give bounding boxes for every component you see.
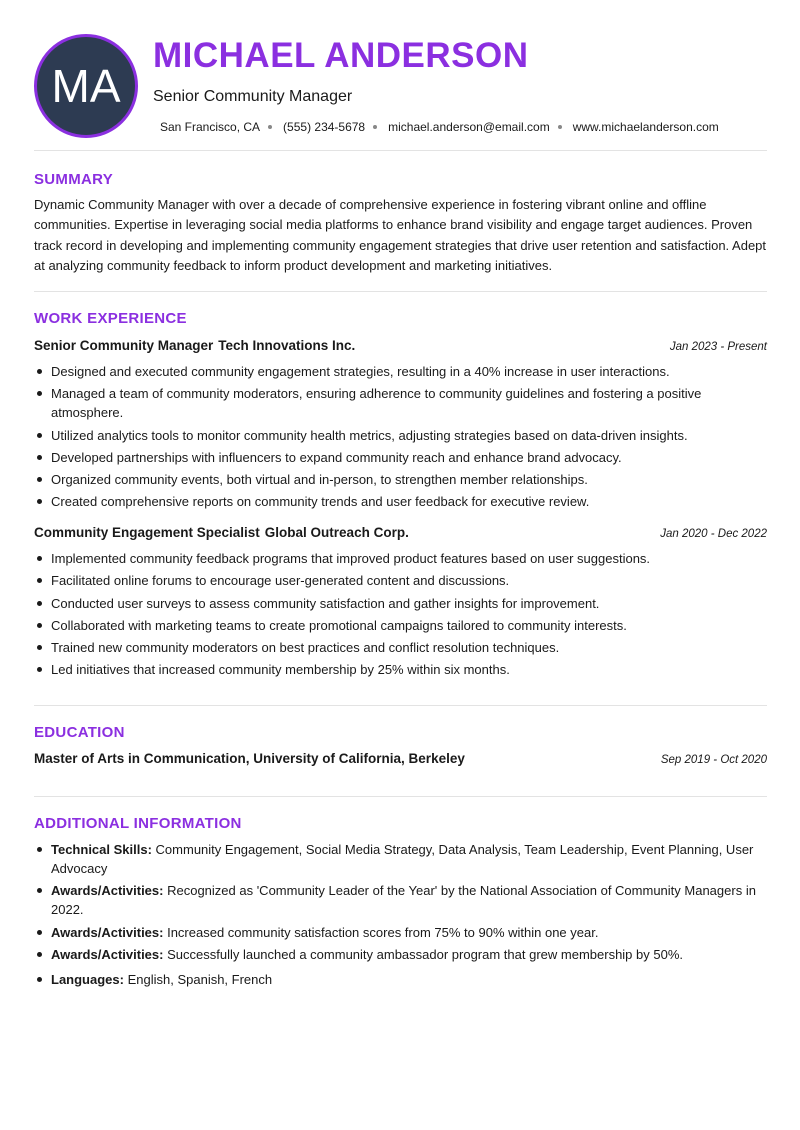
- candidate-name: MICHAEL ANDERSON: [153, 36, 529, 75]
- contact-phone: (555) 234-5678: [283, 120, 366, 134]
- item-text: Community Engagement, Social Media Strategy, Data Analysis, Team Leadership, Event Planning, User Advocacy: [51, 842, 754, 876]
- contact-location: San Francisco, CA: [160, 120, 261, 134]
- bullet-dot: [37, 623, 42, 628]
- item-text: Recognized as 'Community Leader of the Year' by the National Association of Community Managers in 2022.: [51, 883, 756, 918]
- list-item: Collaborated with marketing teams to create promotional campaigns tailored to community interests.: [34, 616, 767, 635]
- education-heading: EDUCATION: [34, 724, 125, 741]
- list-item: Designed and executed community engagement strategies, resulting in a 40% increase in user interactions.: [34, 362, 767, 381]
- job-dates: Jan 2023 - Present: [669, 341, 767, 353]
- job-header: [34, 338, 767, 356]
- job-role: Community Engagement Specialist: [34, 525, 260, 540]
- separator-dot: [268, 125, 272, 129]
- divider: [34, 291, 767, 292]
- list-item: [34, 923, 767, 942]
- bullet-dot: [37, 601, 42, 606]
- avatar: [34, 34, 138, 138]
- list-item: Led initiatives that increased community membership by 25% within six months.: [34, 660, 767, 679]
- divider: [34, 705, 767, 706]
- list-item: [34, 881, 767, 919]
- job-header: [34, 525, 767, 543]
- additional-heading: ADDITIONAL INFORMATION: [34, 815, 242, 832]
- bullet-dot: [37, 433, 42, 438]
- experience-heading: WORK EXPERIENCE: [34, 310, 187, 327]
- summary-text: Dynamic Community Manager with over a decade of comprehensive experience in fostering vibrant online and offline communities. Expertise in leveraging social media platforms to enhance brand visibility and engage target audiences. Proven track record in developing and implementing community engagement strategies that drive user retention and satisfaction. Adept at analyzing community feedback to inform product development and marketing initiatives.: [34, 197, 767, 273]
- item-label: Awards/Activities:: [51, 924, 164, 940]
- additional-list: [34, 840, 767, 992]
- list-item: Conducted user surveys to assess community satisfaction and gather insights for improvement.: [34, 594, 767, 613]
- summary-heading: SUMMARY: [34, 171, 114, 188]
- bullet-dot: [37, 578, 42, 583]
- item-label: Awards/Activities:: [51, 883, 164, 899]
- divider: [34, 150, 767, 151]
- bullet-dot: [37, 977, 42, 982]
- bullet-dot: [37, 556, 42, 561]
- list-item: [34, 945, 767, 964]
- list-item: [34, 840, 767, 878]
- bullet-dot: [37, 499, 42, 504]
- bullet-dot: [37, 455, 42, 460]
- bullet-dot: [37, 645, 42, 650]
- avatar-initials: MA: [51, 60, 121, 112]
- list-item: Implemented community feedback programs that improved product features based on user suggestions.: [34, 549, 767, 568]
- bullet-dot: [37, 477, 42, 482]
- job-bullets: [34, 362, 767, 515]
- separator-dot: [558, 125, 562, 129]
- list-item: Facilitated online forums to encourage user-generated content and discussions.: [34, 571, 767, 590]
- bullet-dot: [37, 930, 42, 935]
- education-entry: [34, 751, 767, 766]
- bullet-dot: [37, 888, 42, 893]
- item-text: English, Spanish, French: [127, 971, 273, 987]
- list-item: Managed a team of community moderators, ensuring adherence to community guidelines and fostering a positive atmosphere.: [34, 384, 767, 422]
- education-dates: Sep 2019 - Oct 2020: [660, 754, 767, 766]
- item-label: Technical Skills:: [51, 842, 152, 857]
- education-degree: Master of Arts in Communication, University of California, Berkeley: [34, 751, 465, 766]
- job-company: Tech Innovations Inc.: [218, 338, 356, 353]
- list-item: Organized community events, both virtual and in-person, to strengthen member relationships.: [34, 470, 767, 489]
- contact-bar: [160, 120, 719, 134]
- list-item: Trained new community moderators on best practices and conflict resolution techniques.: [34, 638, 767, 657]
- list-item: Created comprehensive reports on community trends and user feedback for executive review.: [34, 492, 767, 511]
- list-item: Developed partnerships with influencers to expand community reach and enhance brand advocacy.: [34, 448, 767, 467]
- bullet-dot: [37, 369, 42, 374]
- bullet-dot: [37, 847, 42, 852]
- bullet-dot: [37, 391, 42, 396]
- list-item: Utilized analytics tools to monitor community health metrics, adjusting strategies based on data-driven insights.: [34, 426, 767, 445]
- separator-dot: [373, 125, 377, 129]
- bullet-dot: [37, 952, 42, 957]
- list-item: [34, 970, 767, 989]
- contact-website[interactable]: www.michaelanderson.com: [572, 120, 719, 134]
- item-label: Languages:: [51, 971, 124, 987]
- item-text: Increased community satisfaction scores from 75% to 90% within one year.: [167, 924, 599, 940]
- job-company: Global Outreach Corp.: [264, 525, 409, 540]
- candidate-title: Senior Community Manager: [153, 88, 353, 105]
- contact-email[interactable]: michael.anderson@email.com: [388, 120, 550, 134]
- bullet-dot: [37, 667, 42, 672]
- job-role: Senior Community Manager: [34, 338, 214, 353]
- item-label: Awards/Activities:: [51, 946, 164, 962]
- job-dates: Jan 2020 - Dec 2022: [660, 528, 767, 540]
- item-text: Successfully launched a community ambassador program that grew membership by 50%.: [167, 946, 683, 962]
- job-bullets: [34, 549, 767, 683]
- divider: [34, 796, 767, 797]
